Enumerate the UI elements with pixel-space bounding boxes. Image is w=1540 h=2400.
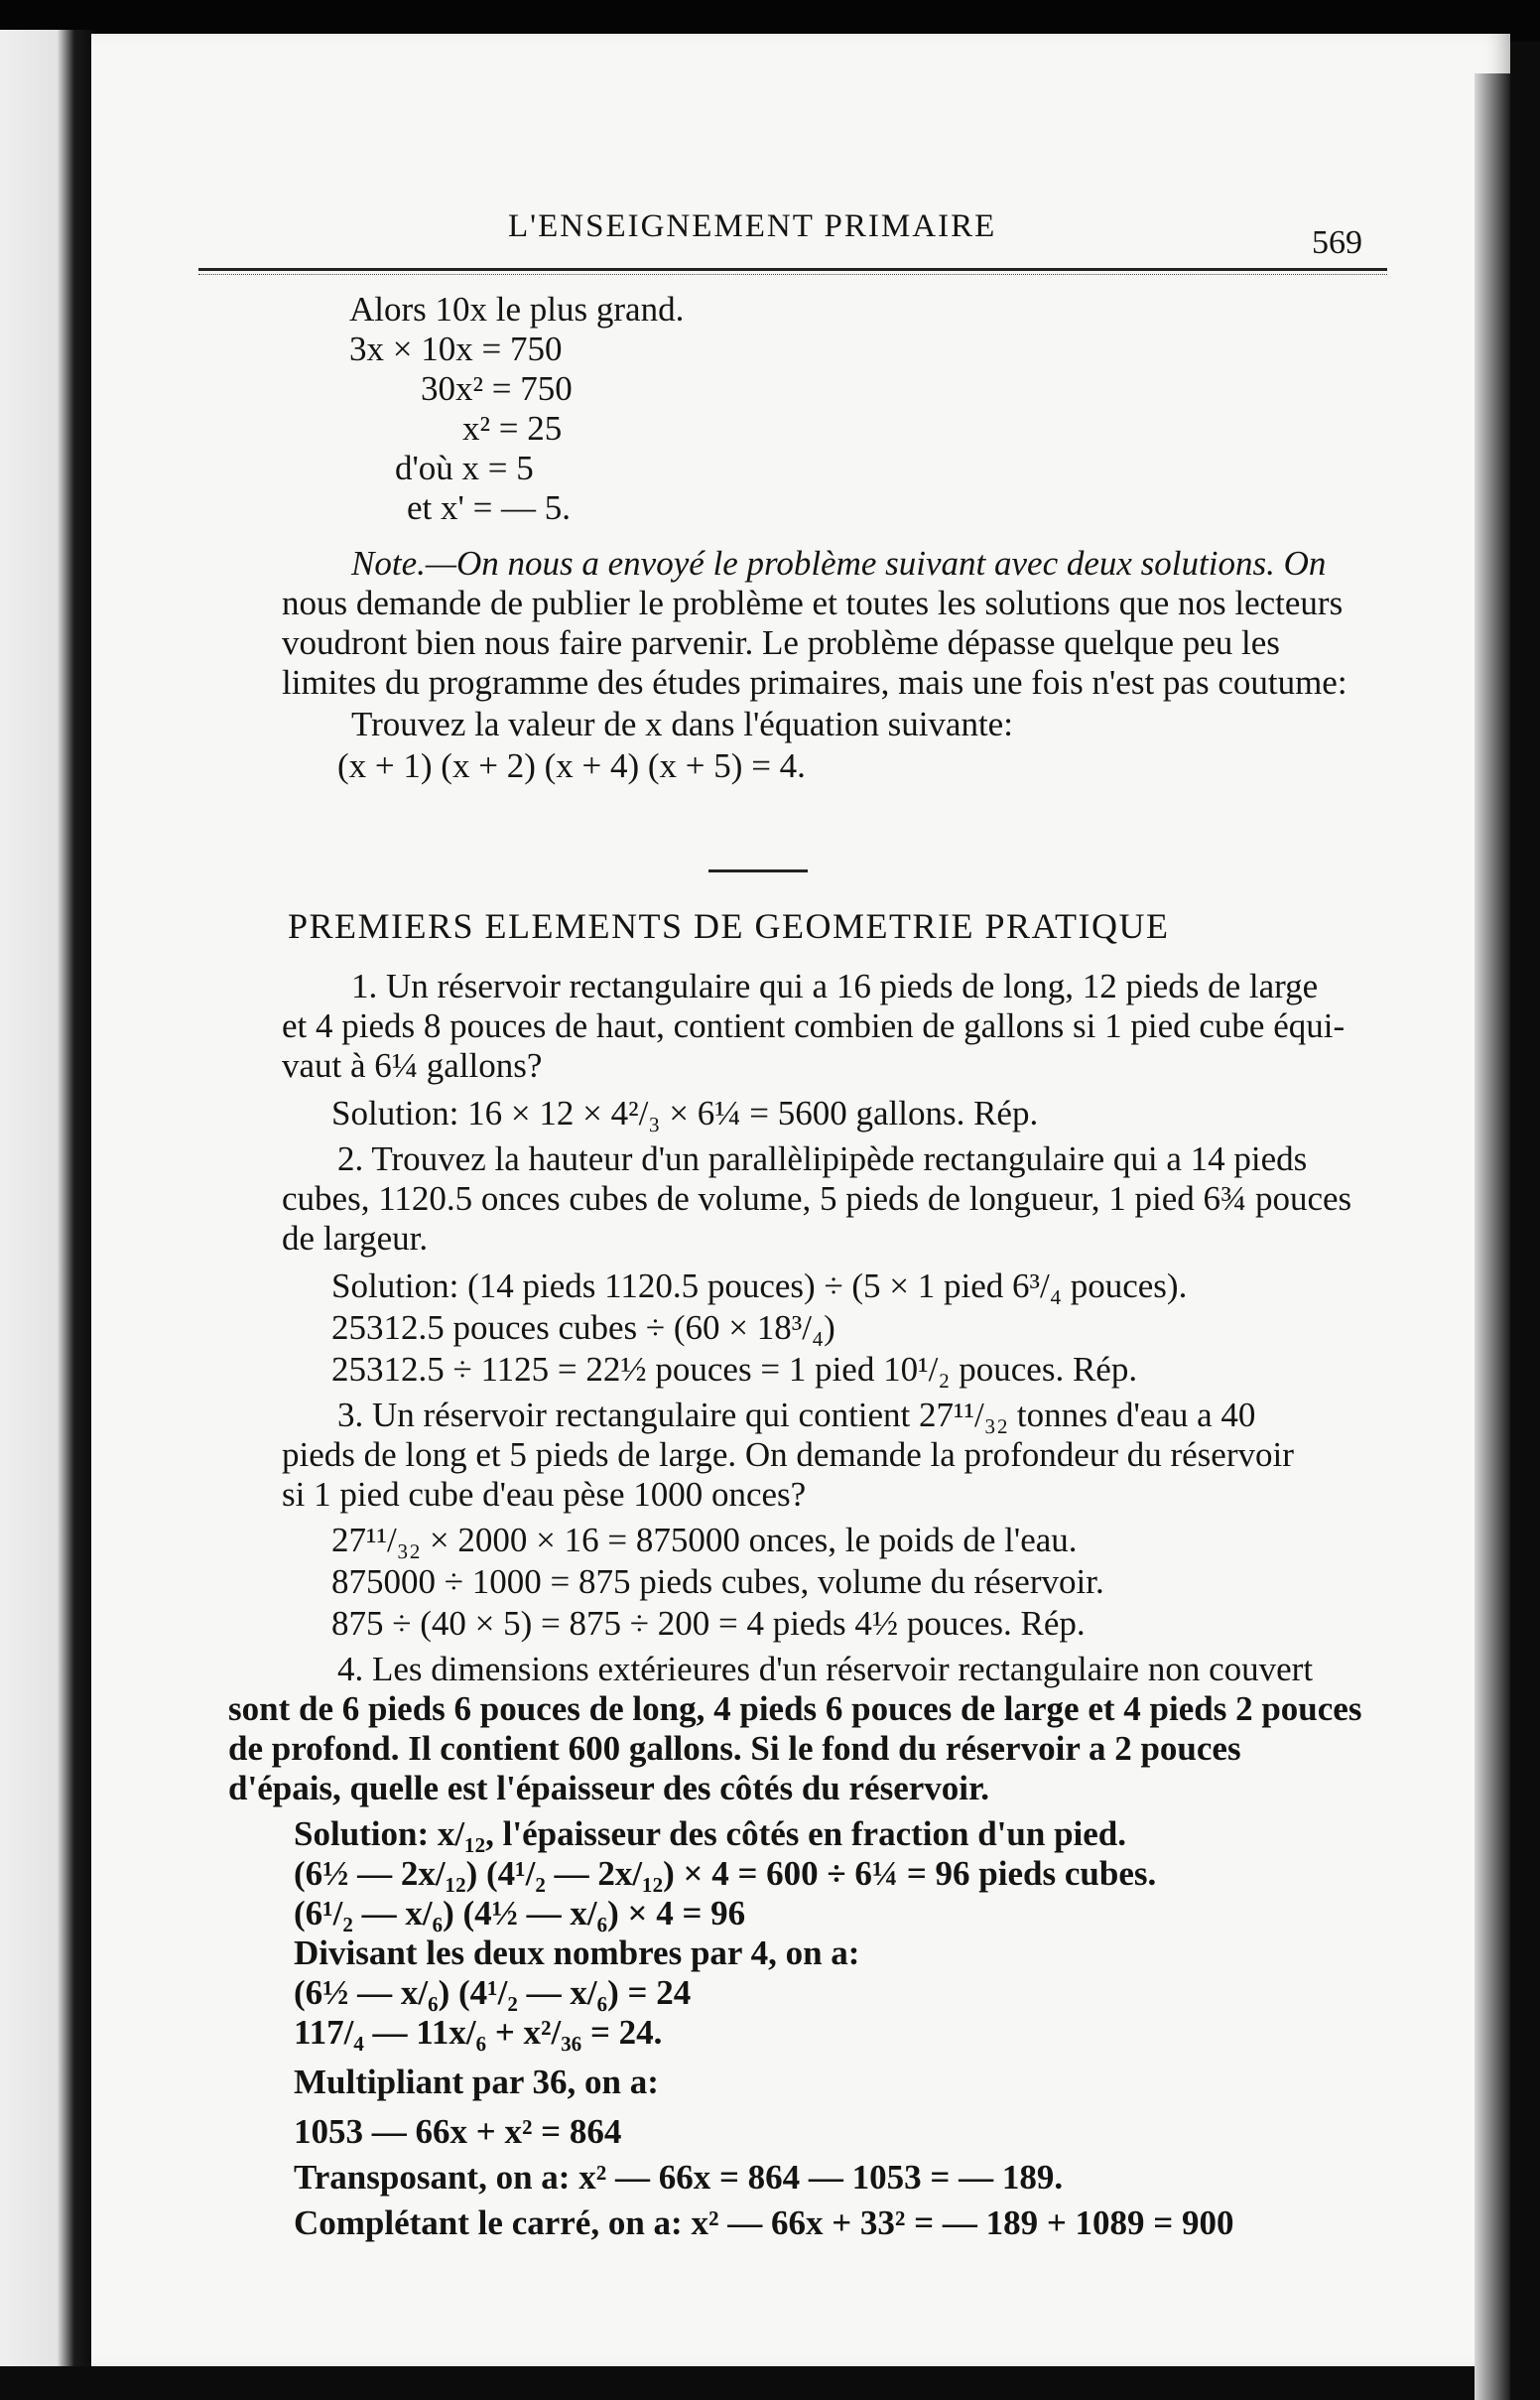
text-line: 2. Trouvez la hauteur d'un parallèlipipède rectangulaire qui a 14 pieds (337, 1139, 1308, 1178)
equation-line: 1053 — 66x + x² = 864 (294, 2112, 622, 2151)
text-line: nous demande de publier le problème et toutes les solutions que nos lecteurs (282, 584, 1344, 622)
equation-line: (6½ — x/₆) (4¹/₂ — x/₆) = 24 (294, 1973, 692, 2012)
header-rule-dotted (198, 274, 1387, 275)
equation-line: 875 ÷ (40 × 5) = 875 ÷ 200 = 4 pieds 4½ pouces. Rép. (331, 1604, 1086, 1643)
solution-line: Solution: (14 pieds 1120.5 pouces) ÷ (5 × 1 pied 6³/₄ pouces). (331, 1267, 1188, 1305)
header-rule (198, 268, 1387, 271)
equation-line: Complétant le carré, on a: x² — 66x + 33² = — 189 + 1089 = 900 (294, 2203, 1234, 2242)
equation-line: et x' = — 5. (407, 488, 572, 527)
equation-line: 27¹¹/₃₂ × 2000 × 16 = 875000 onces, le poids de l'eau. (331, 1521, 1078, 1559)
equation-line: x² = 25 (462, 409, 563, 448)
equation-line: 30x² = 750 (421, 369, 573, 408)
equation-line: 25312.5 ÷ 1125 = 22½ pouces = 1 pied 10¹/₂ pouces. Rép. (331, 1350, 1138, 1389)
equation-line: d'où x = 5 (395, 449, 534, 487)
text-line: d'épais, quelle est l'épaisseur des côtés du réservoir. (228, 1769, 990, 1807)
text-line: cubes, 1120.5 onces cubes de volume, 5 pieds de longueur, 1 pied 6¾ pouces (282, 1179, 1352, 1218)
text-line: 3. Un réservoir rectangulaire qui contient 27¹¹/₃₂ tonnes d'eau a 40 (337, 1396, 1256, 1434)
text-line: pieds de long et 5 pieds de large. On demande la profondeur du réservoir (282, 1435, 1294, 1474)
equation-line: 117/₄ — 11x/₆ + x²/₃₆ = 24. (294, 2013, 663, 2052)
text-line: Divisant les deux nombres par 4, on a: (294, 1933, 860, 1972)
text-line: Trouvez la valeur de x dans l'équation suivante: (351, 705, 1013, 743)
equation-line: (6¹/₂ — x/₆) (4½ — x/₆) × 4 = 96 (294, 1894, 746, 1933)
section-divider (708, 869, 808, 872)
text-line: de largeur. (282, 1219, 429, 1258)
solution-line: Solution: x/₁₂, l'épaisseur des côtés en fraction d'un pied. (294, 1814, 1127, 1853)
text-line: Multipliant par 36, on a: (294, 2063, 659, 2101)
text-line: Alors 10x le plus grand. (349, 290, 685, 329)
equation-line: 25312.5 pouces cubes ÷ (60 × 18³/₄) (331, 1308, 835, 1347)
text-line: et 4 pieds 8 pouces de haut, contient combien de gallons si 1 pied cube équi- (282, 1006, 1346, 1045)
text-line: sont de 6 pieds 6 pouces de long, 4 pieds 6 pouces de large et 4 pieds 2 pouces (228, 1689, 1362, 1728)
text-line: 4. Les dimensions extérieures d'un réservoir rectangulaire non couvert (337, 1650, 1314, 1688)
text-line: si 1 pied cube d'eau pèse 1000 onces? (282, 1475, 807, 1514)
text-line: de profond. Il contient 600 gallons. Si le fond du réservoir a 2 pouces (228, 1729, 1241, 1768)
equation-line: (x + 1) (x + 2) (x + 4) (x + 5) = 4. (337, 746, 806, 785)
text-line: 1. Un réservoir rectangulaire qui a 16 pieds de long, 12 pieds de large (351, 967, 1319, 1005)
page-edge-shadow (1475, 73, 1510, 2400)
equation-line: 3x × 10x = 750 (349, 330, 563, 368)
book-spine (0, 30, 95, 2366)
text-line: vaut à 6¼ gallons? (282, 1046, 543, 1085)
solution-line: Solution: 16 × 12 × 4²/₃ × 6¼ = 5600 gallons. Rép. (331, 1094, 1039, 1133)
running-title: L'ENSEIGNEMENT PRIMAIRE (508, 208, 997, 244)
note-line: Note.—On nous a envoyé le problème suivant avec deux solutions. On (351, 544, 1327, 583)
equation-line: 875000 ÷ 1000 = 875 pieds cubes, volume du réservoir. (331, 1562, 1104, 1601)
text-line: limites du programme des études primaires, mais une fois n'est pas coutume: (282, 663, 1348, 702)
page-number: 569 (1312, 224, 1362, 261)
book-page (91, 34, 1510, 2366)
text-line: voudront bien nous faire parvenir. Le problème dépasse quelque peu les (282, 623, 1280, 662)
equation-line: Transposant, on a: x² — 66x = 864 — 1053 = — 189. (294, 2158, 1064, 2197)
equation-line: (6½ — 2x/₁₂) (4¹/₂ — 2x/₁₂) × 4 = 600 ÷ 6¼ = 96 pieds cubes. (294, 1854, 1157, 1893)
section-title: PREMIERS ELEMENTS DE GEOMETRIE PRATIQUE (288, 906, 1170, 946)
